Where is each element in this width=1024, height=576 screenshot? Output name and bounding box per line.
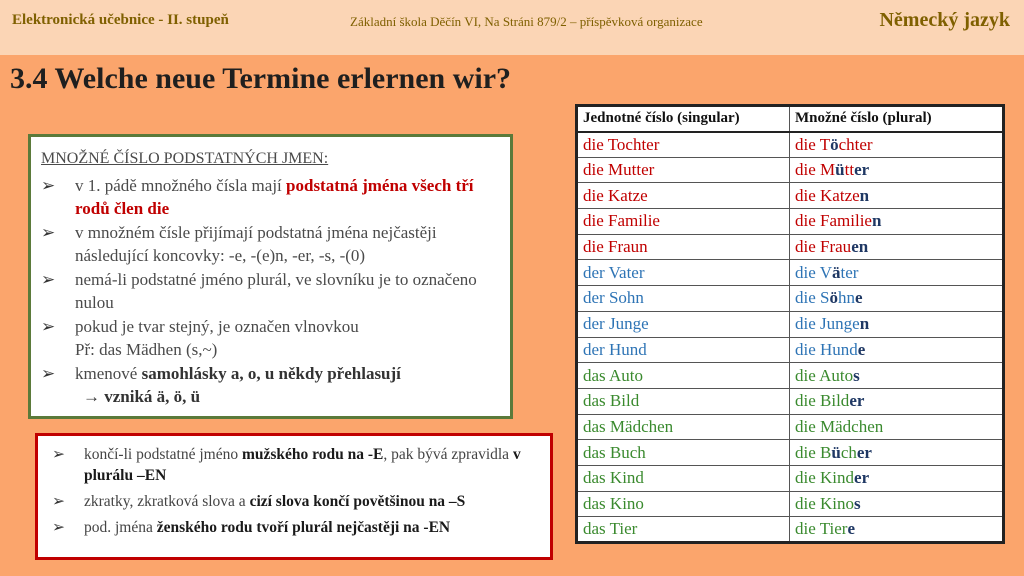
singular-cell: das Kind bbox=[577, 465, 790, 491]
plural-change: ö bbox=[830, 134, 839, 154]
plural-rules-box bbox=[28, 134, 513, 419]
ending-rule-item bbox=[48, 444, 540, 486]
singular-cell: das Bild bbox=[577, 388, 790, 414]
singular-cell: die Familie bbox=[577, 209, 790, 235]
arrow-bullet-icon: ➢ bbox=[41, 269, 56, 289]
plural-change: e bbox=[854, 288, 863, 308]
arrow-bullet-icon: ➢ bbox=[41, 363, 56, 383]
table-row bbox=[577, 465, 1004, 491]
table-row bbox=[577, 157, 1004, 183]
table-row bbox=[577, 234, 1004, 260]
singular-cell: der Vater bbox=[577, 260, 790, 286]
plural-cell bbox=[790, 311, 1004, 337]
plural-change: n bbox=[859, 185, 870, 205]
rule-highlight: ženského rodu tvoří plurál nejčastěji na -EN bbox=[156, 519, 451, 536]
arrow-bullet-icon: ➢ bbox=[41, 175, 56, 195]
rule-text: , pak bývá zpravidla bbox=[383, 446, 513, 463]
plural-change: en bbox=[851, 237, 869, 257]
rule-text: zkratky, zkratková slova a bbox=[84, 493, 250, 510]
plural-cell bbox=[790, 260, 1004, 286]
arrow-bullet-icon: ➢ bbox=[41, 316, 56, 336]
ending-rules-box bbox=[35, 433, 553, 560]
plural-cell bbox=[790, 465, 1004, 491]
singular-cell: die Tochter bbox=[577, 132, 790, 158]
plural-stem: ter bbox=[840, 262, 859, 282]
plural-stem: die Familie bbox=[795, 211, 872, 231]
plural-cell bbox=[790, 209, 1004, 235]
table-row bbox=[577, 183, 1004, 209]
singular-cell: das Auto bbox=[577, 363, 790, 389]
header-subject: Německý jazyk bbox=[879, 9, 1010, 31]
singular-cell: die Katze bbox=[577, 183, 790, 209]
rule-text: pokud je tvar stejný, je označen vlnovkou bbox=[75, 316, 359, 336]
plural-stem: die Mädchen bbox=[795, 416, 884, 436]
table-row bbox=[577, 286, 1004, 312]
rule-result: → vzniká ä, ö, ü bbox=[83, 387, 201, 406]
rule-highlight: podstatná jména všech tří rodů člen die bbox=[75, 175, 474, 218]
plural-cell bbox=[790, 157, 1004, 183]
plural-stem: die V bbox=[795, 262, 832, 282]
plural-cell bbox=[790, 363, 1004, 389]
table-row bbox=[577, 363, 1004, 389]
plural-change: er bbox=[849, 391, 865, 411]
plural-stem: die Auto bbox=[795, 365, 854, 385]
table-row bbox=[577, 260, 1004, 286]
table-row bbox=[577, 132, 1004, 158]
table-row bbox=[577, 414, 1004, 440]
plural-cell bbox=[790, 132, 1004, 158]
vocabulary-table bbox=[575, 104, 1005, 544]
plural-stem: die Kind bbox=[795, 468, 855, 488]
table-row bbox=[577, 440, 1004, 466]
singular-cell: der Sohn bbox=[577, 286, 790, 312]
rule-text: kmenové bbox=[75, 363, 142, 383]
plural-change: s bbox=[853, 365, 860, 385]
table-row bbox=[577, 311, 1004, 337]
table-row bbox=[577, 491, 1004, 517]
arrow-bullet-icon: ➢ bbox=[52, 519, 65, 536]
plural-change: er bbox=[856, 442, 872, 462]
rule-text: pod. jména bbox=[84, 519, 157, 536]
plural-rules-heading: MNOŽNÉ ČÍSLO PODSTATNÝCH JMEN: bbox=[41, 150, 329, 167]
table-row bbox=[577, 337, 1004, 363]
singular-cell: das Mädchen bbox=[577, 414, 790, 440]
ending-rule-item bbox=[48, 491, 540, 512]
plural-cell bbox=[790, 234, 1004, 260]
singular-cell: der Junge bbox=[577, 311, 790, 337]
rule-text: končí-li podstatné jméno bbox=[84, 446, 242, 463]
plural-cell bbox=[790, 286, 1004, 312]
header-school-name: Základní škola Děčín VI, Na Stráni 879/2 – příspěvková organizace bbox=[350, 14, 703, 29]
plural-change: er bbox=[854, 468, 870, 488]
singular-cell: die Fraun bbox=[577, 234, 790, 260]
plural-stem: chter bbox=[838, 134, 873, 154]
rule-highlight: samohlásky a, o, u někdy přehlasují bbox=[141, 363, 401, 383]
table-header-row bbox=[577, 106, 1004, 132]
rule-item bbox=[41, 362, 500, 409]
plural-change: n bbox=[871, 211, 882, 231]
plural-stem: die S bbox=[795, 288, 830, 308]
rule-item bbox=[41, 315, 500, 362]
plural-cell bbox=[790, 491, 1004, 517]
plural-change: s bbox=[854, 493, 861, 513]
header-singular: Jednotné číslo (singular) bbox=[577, 106, 790, 132]
plural-stem: die Frau bbox=[795, 237, 852, 257]
plural-change: ä bbox=[832, 262, 841, 282]
plural-stem: die B bbox=[795, 442, 832, 462]
plural-cell bbox=[790, 183, 1004, 209]
table-row bbox=[577, 209, 1004, 235]
singular-cell: die Mutter bbox=[577, 157, 790, 183]
plural-stem: die Katze bbox=[795, 185, 860, 205]
plural-change: er bbox=[854, 160, 870, 180]
rule-text: nemá-li podstatné jméno plurál, ve slovníku je to označeno nulou bbox=[75, 269, 477, 312]
plural-cell bbox=[790, 388, 1004, 414]
plural-change: ö bbox=[829, 288, 838, 308]
rule-highlight: v plurálu –EN bbox=[84, 446, 521, 484]
singular-cell: das Buch bbox=[577, 440, 790, 466]
plural-change: ü bbox=[831, 442, 841, 462]
plural-stem: die Tier bbox=[795, 519, 848, 539]
table-row bbox=[577, 517, 1004, 543]
plural-cell bbox=[790, 440, 1004, 466]
plural-stem: tt bbox=[844, 160, 855, 180]
page-title: 3.4 Welche neue Termine erlernen wir? bbox=[10, 62, 512, 95]
arrow-bullet-icon: ➢ bbox=[52, 446, 65, 463]
plural-cell bbox=[790, 414, 1004, 440]
table-row bbox=[577, 388, 1004, 414]
rule-highlight: cizí slova končí povětšinou na –S bbox=[249, 493, 466, 510]
arrow-bullet-icon: ➢ bbox=[41, 222, 56, 242]
header-plural: Množné číslo (plural) bbox=[790, 106, 1004, 132]
rule-item bbox=[41, 268, 500, 315]
rule-item bbox=[41, 174, 500, 221]
rule-example: Př: das Mädhen (s,~) bbox=[75, 340, 218, 359]
singular-cell: das Kino bbox=[577, 491, 790, 517]
plural-cell bbox=[790, 517, 1004, 543]
arrow-bullet-icon: ➢ bbox=[52, 493, 65, 510]
plural-cell bbox=[790, 337, 1004, 363]
plural-change: e bbox=[857, 339, 866, 359]
rule-item bbox=[41, 221, 500, 268]
rule-text: v 1. pádě množného čísla mají bbox=[75, 175, 287, 195]
ending-rule-item bbox=[48, 517, 540, 538]
plural-change: e bbox=[847, 519, 855, 539]
plural-stem: die T bbox=[795, 134, 831, 154]
plural-stem: die Hund bbox=[795, 339, 858, 359]
singular-cell: der Hund bbox=[577, 337, 790, 363]
rule-text: v množném čísle přijímají podstatná jména nejčastěji následující koncovky: -e, -(e)n, -er, -s, -(0) bbox=[75, 222, 437, 265]
plural-stem: die Bild bbox=[795, 391, 850, 411]
header-textbook-label: Elektronická učebnice - II. stupeň bbox=[12, 12, 229, 28]
singular-cell: das Tier bbox=[577, 517, 790, 543]
plural-stem: die Kino bbox=[795, 493, 855, 513]
plural-change: n bbox=[859, 314, 870, 334]
header-bar bbox=[0, 0, 1024, 55]
rule-highlight: mužského rodu na -E bbox=[241, 446, 384, 463]
plural-stem: die M bbox=[795, 160, 836, 180]
plural-stem: die Junge bbox=[795, 314, 860, 334]
plural-stem: hn bbox=[837, 288, 855, 308]
plural-change: ü bbox=[835, 160, 845, 180]
plural-stem: ch bbox=[840, 442, 857, 462]
